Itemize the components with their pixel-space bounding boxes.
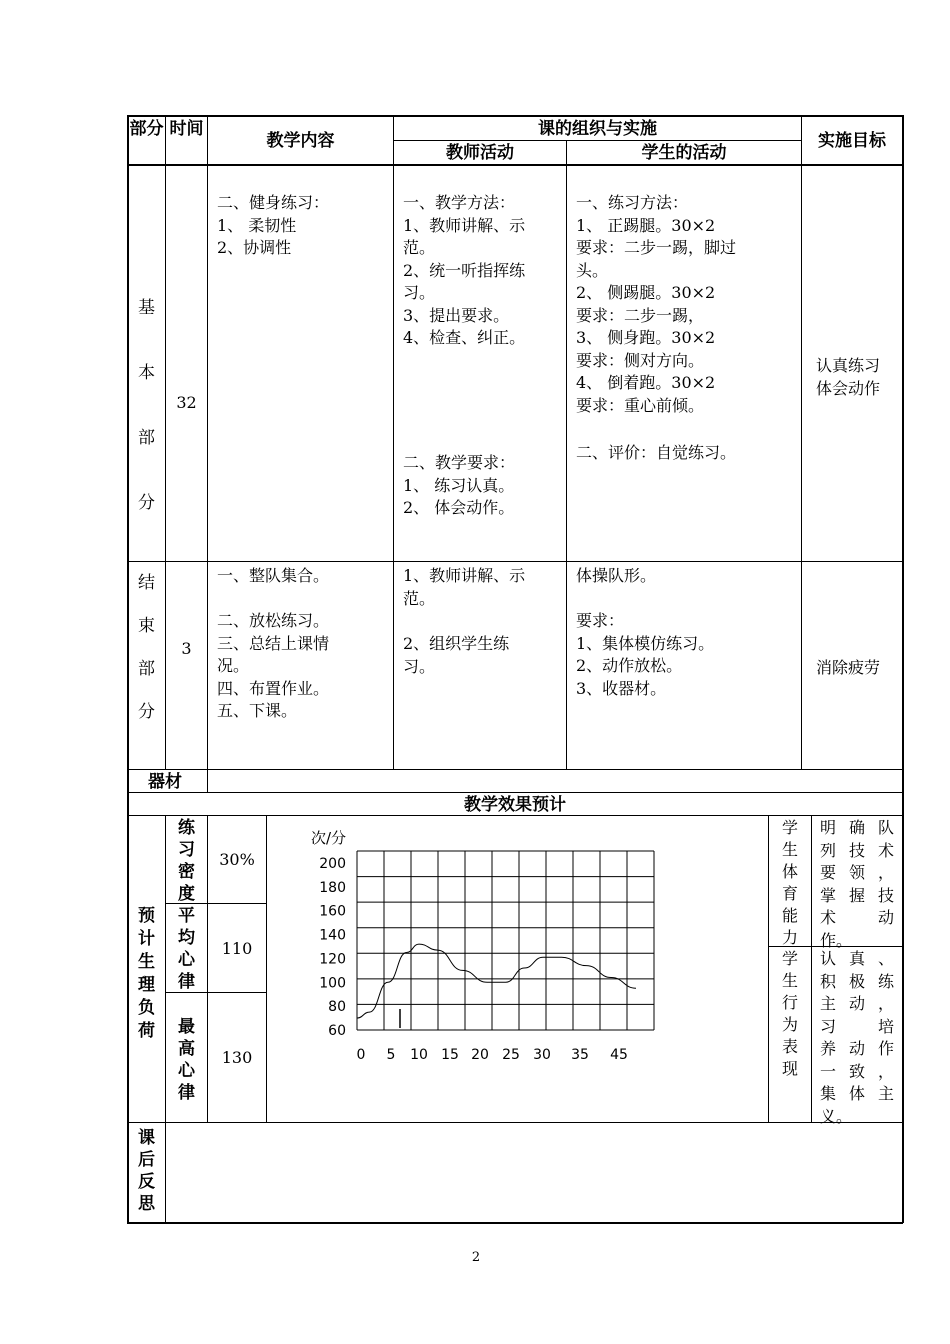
heart-rate-chart [267, 816, 767, 1122]
ending-teacher-demo: 1、教师讲解、示 范。 [403, 566, 526, 608]
ending-section-char: 结 [138, 573, 155, 593]
basic-section-char: 部 [138, 428, 155, 448]
basic-section-char: 分 [138, 493, 155, 513]
ending-student-formation: 体操队形。 [576, 566, 657, 585]
reflection-label [128, 1127, 165, 1215]
basic-student-evaluation: 二、评价：自觉练习。 [576, 443, 737, 462]
load-label-char: 计 [138, 929, 155, 949]
basic-goal: 认真练习 体会动作 [816, 356, 881, 398]
behavior-label-char: 表 [781, 1037, 798, 1056]
avg-hr-value: 110 [221, 939, 253, 958]
x-tick-label: 0 [356, 1047, 366, 1063]
load-label-char: 负 [138, 998, 155, 1018]
page-number: 2 [471, 1250, 481, 1265]
behavior-label-char: 为 [781, 1015, 798, 1034]
avg-hr-label-char: 律 [178, 972, 195, 992]
behavior-label [769, 948, 811, 1080]
ending-section-label [128, 562, 165, 734]
x-tick-label: 5 [386, 1047, 396, 1063]
header-goal: 实施目标 [818, 131, 886, 151]
header-part: 部分 [129, 119, 164, 139]
behavior-label-char: 现 [781, 1059, 798, 1078]
y-tick-label: 180 [319, 879, 346, 896]
basic-teacher-requirements: 二、教学要求： 1、 练习认真。 2、 体会动作。 [403, 453, 516, 517]
ending-section-char: 束 [138, 616, 155, 636]
load-label-char: 预 [138, 906, 155, 926]
reflection-label-char: 思 [138, 1194, 155, 1214]
y-tick-label: 80 [328, 999, 346, 1016]
behavior-label-char: 学 [781, 949, 798, 968]
header-teacher: 教师活动 [446, 143, 514, 163]
effect-title: 教学效果预计 [464, 795, 566, 815]
ability-label [769, 817, 811, 949]
ability-label-char: 能 [781, 906, 798, 925]
x-tick-label: 45 [610, 1047, 628, 1063]
ability-label-char: 生 [781, 840, 798, 859]
header-time: 时间 [169, 119, 204, 139]
header-student: 学生的活动 [641, 143, 727, 163]
heart-rate-line [357, 944, 636, 1018]
reflection-label-char: 反 [138, 1172, 155, 1192]
y-tick-label: 60 [328, 1023, 346, 1039]
x-tick-label: 15 [441, 1047, 459, 1063]
ending-student-requirements: 要求： 1、集体模仿练习。 2、动作放松。 3、收器材。 [576, 611, 715, 698]
y-tick-label: 100 [319, 975, 346, 992]
ending-content-assembly: 一、整队集合。 [217, 566, 330, 585]
ending-section-text [128, 562, 165, 734]
basic-content: 二、健身练习： 1、 柔韧性 2、协调性 [217, 193, 330, 257]
x-tick-label: 30 [533, 1047, 551, 1063]
avg-hr-label-char: 心 [178, 950, 195, 970]
ability-label-char: 体 [781, 862, 798, 881]
ability-text: 明 确 队 列 技 术 要 领 ， 掌 握 技 术 动 作。 [820, 818, 894, 950]
max-hr-label-char: 心 [178, 1061, 195, 1081]
chart-x-ticks [357, 1047, 628, 1063]
behavior-label-char: 行 [781, 993, 798, 1012]
basic-student-methods: 一、练习方法： 1、 正踢腿。30×2 要求：二步一踢，脚过 头。 2、 侧踢腿。30×2 要求：二步一踢， 3、 侧身跑。30×2 要求：侧对方向。 4、 倒着跑。30×2 要求：重心前倾。 [576, 193, 737, 415]
behavior-text: 认 真 、 积 极 练 主 动 ， 习 培 养 动 作 一 致 ， 集 体 主 义。 [820, 949, 894, 1126]
density-label-char: 习 [178, 840, 195, 860]
avg-hr-label-char: 平 [178, 906, 195, 926]
reflection-label-char: 课 [138, 1128, 155, 1148]
reflection-label-char: 后 [138, 1150, 155, 1170]
avg-hr-label [166, 905, 207, 993]
basic-section-text [128, 276, 165, 536]
basic-section-label [128, 276, 165, 536]
density-label-char: 练 [178, 818, 195, 838]
basic-time: 32 [176, 393, 197, 412]
ability-label-char: 力 [781, 928, 798, 947]
density-label-char: 密 [178, 862, 195, 882]
ending-section-char: 部 [138, 659, 155, 679]
max-hr-label [166, 1016, 207, 1104]
load-label-char: 理 [138, 975, 155, 995]
x-tick-label: 10 [410, 1047, 428, 1063]
chart-y-label: 次/分 [311, 829, 347, 847]
density-label-char: 度 [178, 884, 195, 904]
max-hr-value: 130 [221, 1048, 253, 1067]
x-tick-label: 25 [502, 1047, 520, 1063]
y-tick-label: 120 [319, 951, 346, 968]
basic-section-char: 基 [138, 298, 155, 318]
y-tick-label: 140 [319, 927, 346, 944]
chart-grid [357, 851, 654, 1030]
ending-content: 二、放松练习。 三、总结上课情 况。 四、布置作业。 五、下课。 [217, 611, 330, 720]
ability-label-char: 育 [781, 884, 798, 903]
ending-goal: 消除疲劳 [816, 658, 881, 677]
y-tick-label: 200 [319, 856, 346, 872]
ending-time: 3 [181, 639, 192, 658]
load-label-char: 荷 [138, 1021, 155, 1041]
max-hr-label-char: 律 [178, 1083, 195, 1103]
avg-hr-label-char: 均 [178, 928, 195, 948]
x-tick-label: 35 [571, 1047, 589, 1063]
x-tick-label: 20 [471, 1047, 489, 1063]
header-organization: 课的组织与实施 [538, 119, 657, 139]
ending-teacher-organize: 2、组织学生练 习。 [403, 634, 510, 676]
ability-label-char: 学 [781, 818, 798, 837]
load-label-char: 生 [138, 952, 155, 972]
basic-section-char: 本 [138, 363, 155, 383]
ending-section-char: 分 [138, 702, 155, 722]
density-label [166, 817, 207, 905]
behavior-label-char: 生 [781, 971, 798, 990]
chart-y-ticks [319, 856, 346, 1039]
density-value: 30% [219, 850, 255, 869]
load-label [128, 905, 165, 1043]
y-tick-label: 160 [319, 903, 346, 920]
header-content: 教学内容 [266, 131, 335, 151]
basic-teacher-methods: 一、教学方法： 1、教师讲解、示 范。 2、统一听指挥练 习。 3、提出要求。 4、检查、纠正。 [403, 193, 526, 347]
equipment-label: 器材 [148, 772, 182, 792]
max-hr-label-char: 最 [178, 1017, 195, 1037]
max-hr-label-char: 高 [178, 1039, 195, 1059]
